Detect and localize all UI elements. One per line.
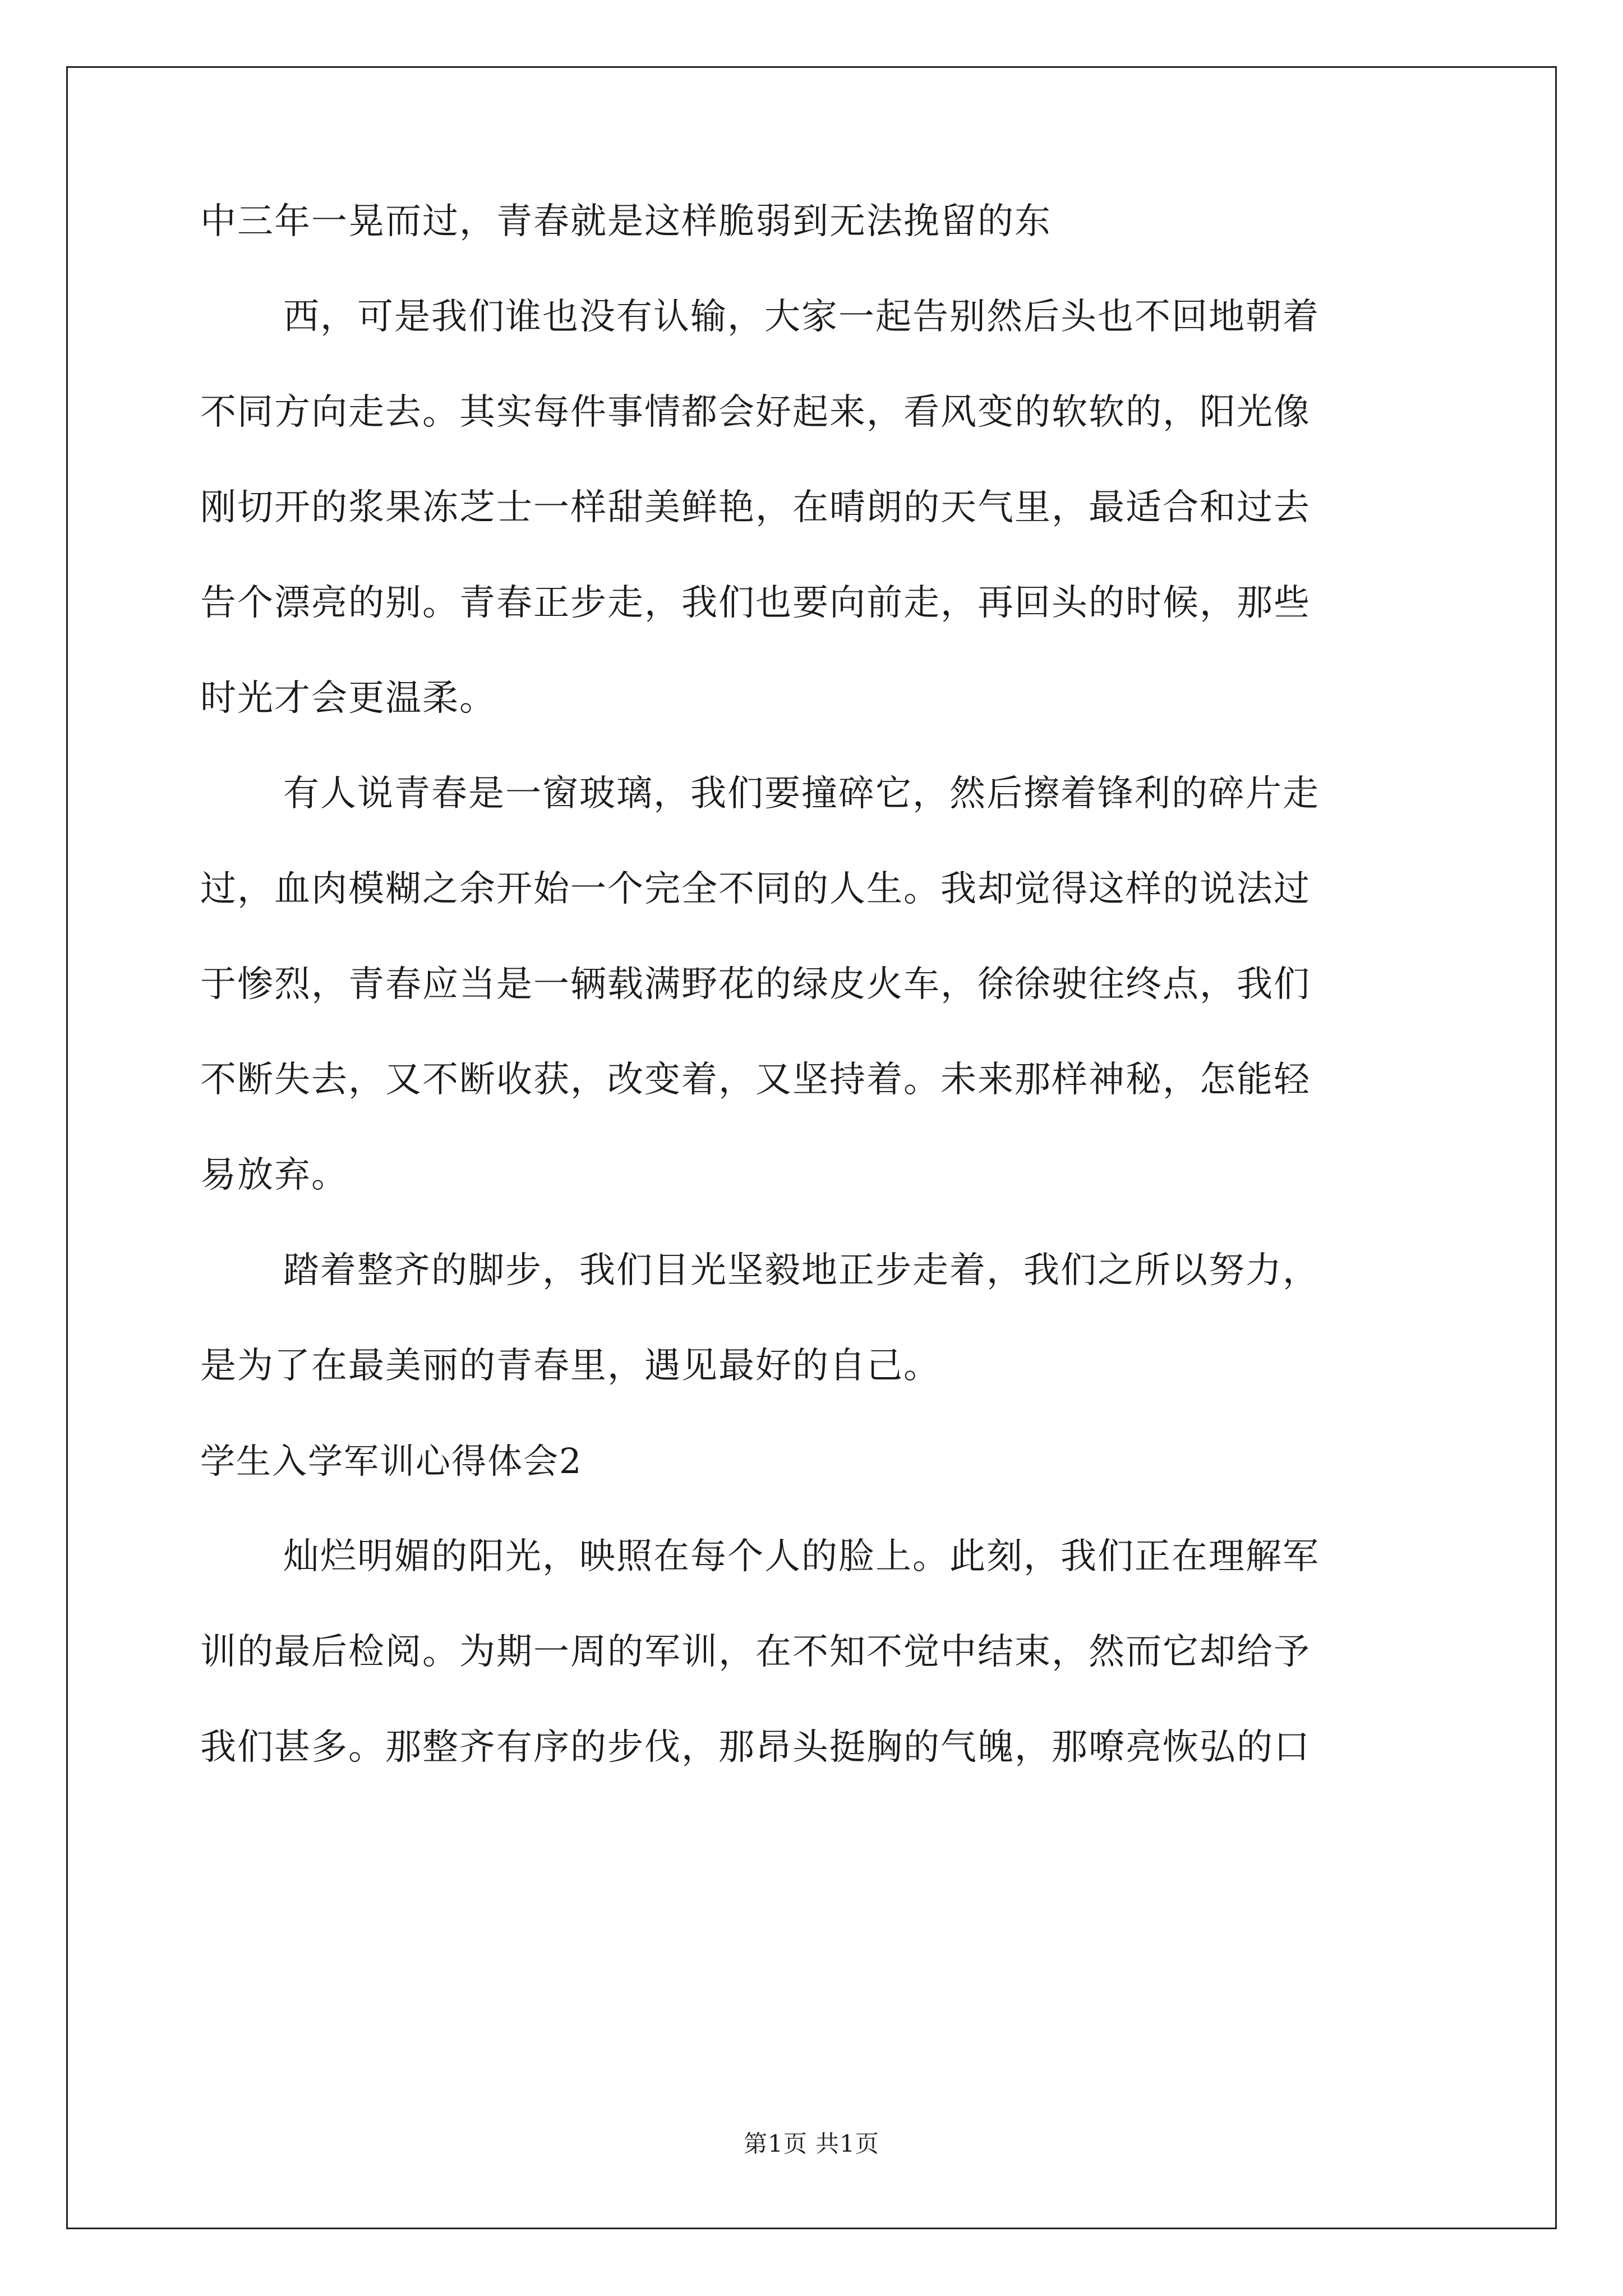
paragraph-first-line: 踏着整齐的脚步，我们目光坚毅地正步走着，我们之所以努力， <box>283 1250 1320 1291</box>
text-line: 告个漂亮的别。青春正步走，我们也要向前走，再回头的时候，那些 <box>200 582 1311 624</box>
paragraph-first-line: 灿烂明媚的阳光，映照在每个人的脸上。此刻，我们正在理解军 <box>283 1536 1320 1577</box>
text-line: 于惨烈，青春应当是一辆载满野花的绿皮火车，徐徐驶往终点，我们 <box>200 964 1311 1005</box>
text-line: 不断失去，又不断收获，改变着，又坚持着。未来那样神秘，怎能轻 <box>200 1059 1311 1101</box>
text-line: 易放弃。 <box>200 1154 348 1196</box>
text-line: 我们甚多。那整齐有序的步伐，那昂头挺胸的气魄，那嘹亮恢弘的口 <box>200 1727 1311 1768</box>
page-number-footer: 第1页 共1页 <box>744 2130 879 2157</box>
text-line: 训的最后检阅。为期一周的军训，在不知不觉中结束，然而它却给予 <box>200 1631 1311 1673</box>
text-line: 不同方向走去。其实每件事情都会好起来，看风变的软软的，阳光像 <box>200 392 1311 433</box>
text-line: 中三年一晃而过，青春就是这样脆弱到无法挽留的东 <box>200 201 1052 242</box>
text-line: 刚切开的浆果冻芝士一样甜美鲜艳，在晴朗的天气里，最适合和过去 <box>200 487 1311 528</box>
text-line: 是为了在最美丽的青春里，遇见最好的自己。 <box>200 1345 940 1387</box>
text-line: 过，血肉模糊之余开始一个完全不同的人生。我却觉得这样的说法过 <box>200 868 1311 910</box>
paragraph-first-line: 西，可是我们谁也没有认输，大家一起告别然后头也不回地朝着 <box>283 296 1320 338</box>
paragraph-first-line: 有人说青春是一窗玻璃，我们要撞碎它，然后擦着锋利的碎片走 <box>283 773 1320 815</box>
section-heading: 学生入学军训心得体会2 <box>200 1441 583 1481</box>
text-line: 时光才会更温柔。 <box>200 678 496 719</box>
